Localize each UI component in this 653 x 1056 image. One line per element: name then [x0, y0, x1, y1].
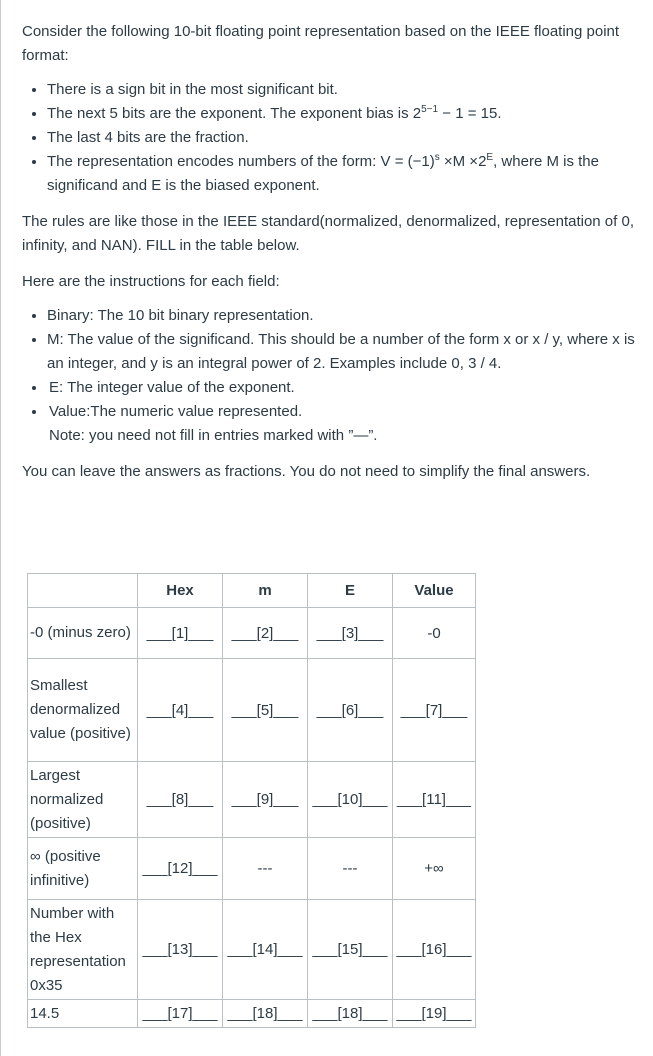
form-text: The representation encodes numbers of the form: V = (−1): [47, 153, 435, 170]
table-cell: ---: [308, 838, 393, 900]
rules-paragraph: The rules are like those in the IEEE standard(normalized, denormalized, representation of 0, infinity, and NAN). FILL in the table below.: [22, 213, 634, 254]
form-tail: , where M is the significand and E is the biased exponent.: [47, 153, 599, 194]
table-cell: ___[18]___: [308, 1000, 393, 1028]
bullet-binary: • Binary: The 10 bit binary representation.: [47, 304, 640, 328]
bullet-form: [47, 150, 640, 198]
bullet-e: • E: The integer value of the exponent.: [47, 376, 640, 400]
table-cell: ___[18]___: [223, 1000, 308, 1028]
table-cell: ___[5]___: [223, 659, 308, 762]
value-text: Value:The numeric value represented.: [49, 403, 303, 420]
row-label: Largest normalized (positive): [28, 762, 138, 838]
row-label: 14.5: [28, 1000, 138, 1028]
table-cell: ___[3]___: [308, 608, 393, 659]
table-cell: ___[14]___: [223, 900, 308, 1000]
table-cell: ___[12]___: [138, 838, 223, 900]
header-cell: E: [308, 574, 393, 608]
instructions-heading: Here are the instructions for each field:: [22, 273, 280, 290]
question-body: [22, 20, 640, 484]
table-row: [28, 762, 476, 838]
bullet-exponent: [47, 102, 640, 126]
table-cell: ___[6]___: [308, 659, 393, 762]
table-cell: ___[7]___: [393, 659, 476, 762]
row-label: -0 (minus zero): [28, 608, 138, 659]
bias-text: The next 5 bits are the exponent. The exponent bias is 2: [47, 105, 422, 122]
left-border: [0, 0, 1, 1056]
bullet-sign-bit: • There is a sign bit in the most significant bit.: [47, 78, 640, 102]
bullet-m: • M: The value of the significand. This should be a number of the form x or x / y, where x is an integer, and y is an integral power of 2. Examples include 0, 3 / 4.: [47, 328, 640, 376]
table-cell: ___[11]___: [393, 762, 476, 838]
form-sup-s: s: [434, 152, 440, 163]
instructions-bullet-list: [22, 304, 640, 448]
table-cell: ___[8]___: [138, 762, 223, 838]
header-cell: Hex: [138, 574, 223, 608]
header-cell: Value: [393, 574, 476, 608]
table-cell: ___[19]___: [393, 1000, 476, 1028]
table-cell: -0: [393, 608, 476, 659]
table-cell: ---: [223, 838, 308, 900]
table-row: [28, 608, 476, 659]
form-sup-e: E: [486, 152, 494, 163]
table-cell: ___[1]___: [138, 608, 223, 659]
table-cell: ___[13]___: [138, 900, 223, 1000]
table-header-row: [28, 574, 476, 608]
table-cell: +∞: [393, 838, 476, 900]
bullet-fraction: • The last 4 bits are the fraction.: [47, 126, 640, 150]
table-row: [28, 1000, 476, 1028]
table-cell: ___[17]___: [138, 1000, 223, 1028]
table-cell: ___[15]___: [308, 900, 393, 1000]
table-row: [28, 659, 476, 762]
format-bullet-list: [22, 78, 640, 198]
row-label: ∞ (positive infinitive): [28, 838, 138, 900]
table-cell: ___[4]___: [138, 659, 223, 762]
fractions-note: You can leave the answers as fractions. You do not need to simplify the final answers.: [22, 463, 591, 480]
header-cell: [28, 574, 138, 608]
header-cell: m: [223, 574, 308, 608]
bullet-value: [47, 400, 640, 448]
bias-tail: − 1 = 15.: [438, 105, 502, 122]
table-cell: ___[9]___: [223, 762, 308, 838]
row-label: Number with the Hex representation 0x35: [28, 900, 138, 1000]
table-row: [28, 838, 476, 900]
row-label: Smallest denormalized value (positive): [28, 659, 138, 762]
form-mid: ×M ×2: [439, 153, 487, 170]
bias-superscript: 5−1: [421, 104, 439, 115]
table-row: [28, 900, 476, 1000]
fp-table: [27, 573, 476, 1028]
table-cell: ___[2]___: [223, 608, 308, 659]
table-cell: ___[10]___: [308, 762, 393, 838]
note-text: Note: you need not fill in entries marked with ”—”.: [49, 427, 378, 444]
intro-paragraph: Consider the following 10-bit floating point representation based on the IEEE floating point format:: [22, 23, 620, 64]
table-cell: ___[16]___: [393, 900, 476, 1000]
